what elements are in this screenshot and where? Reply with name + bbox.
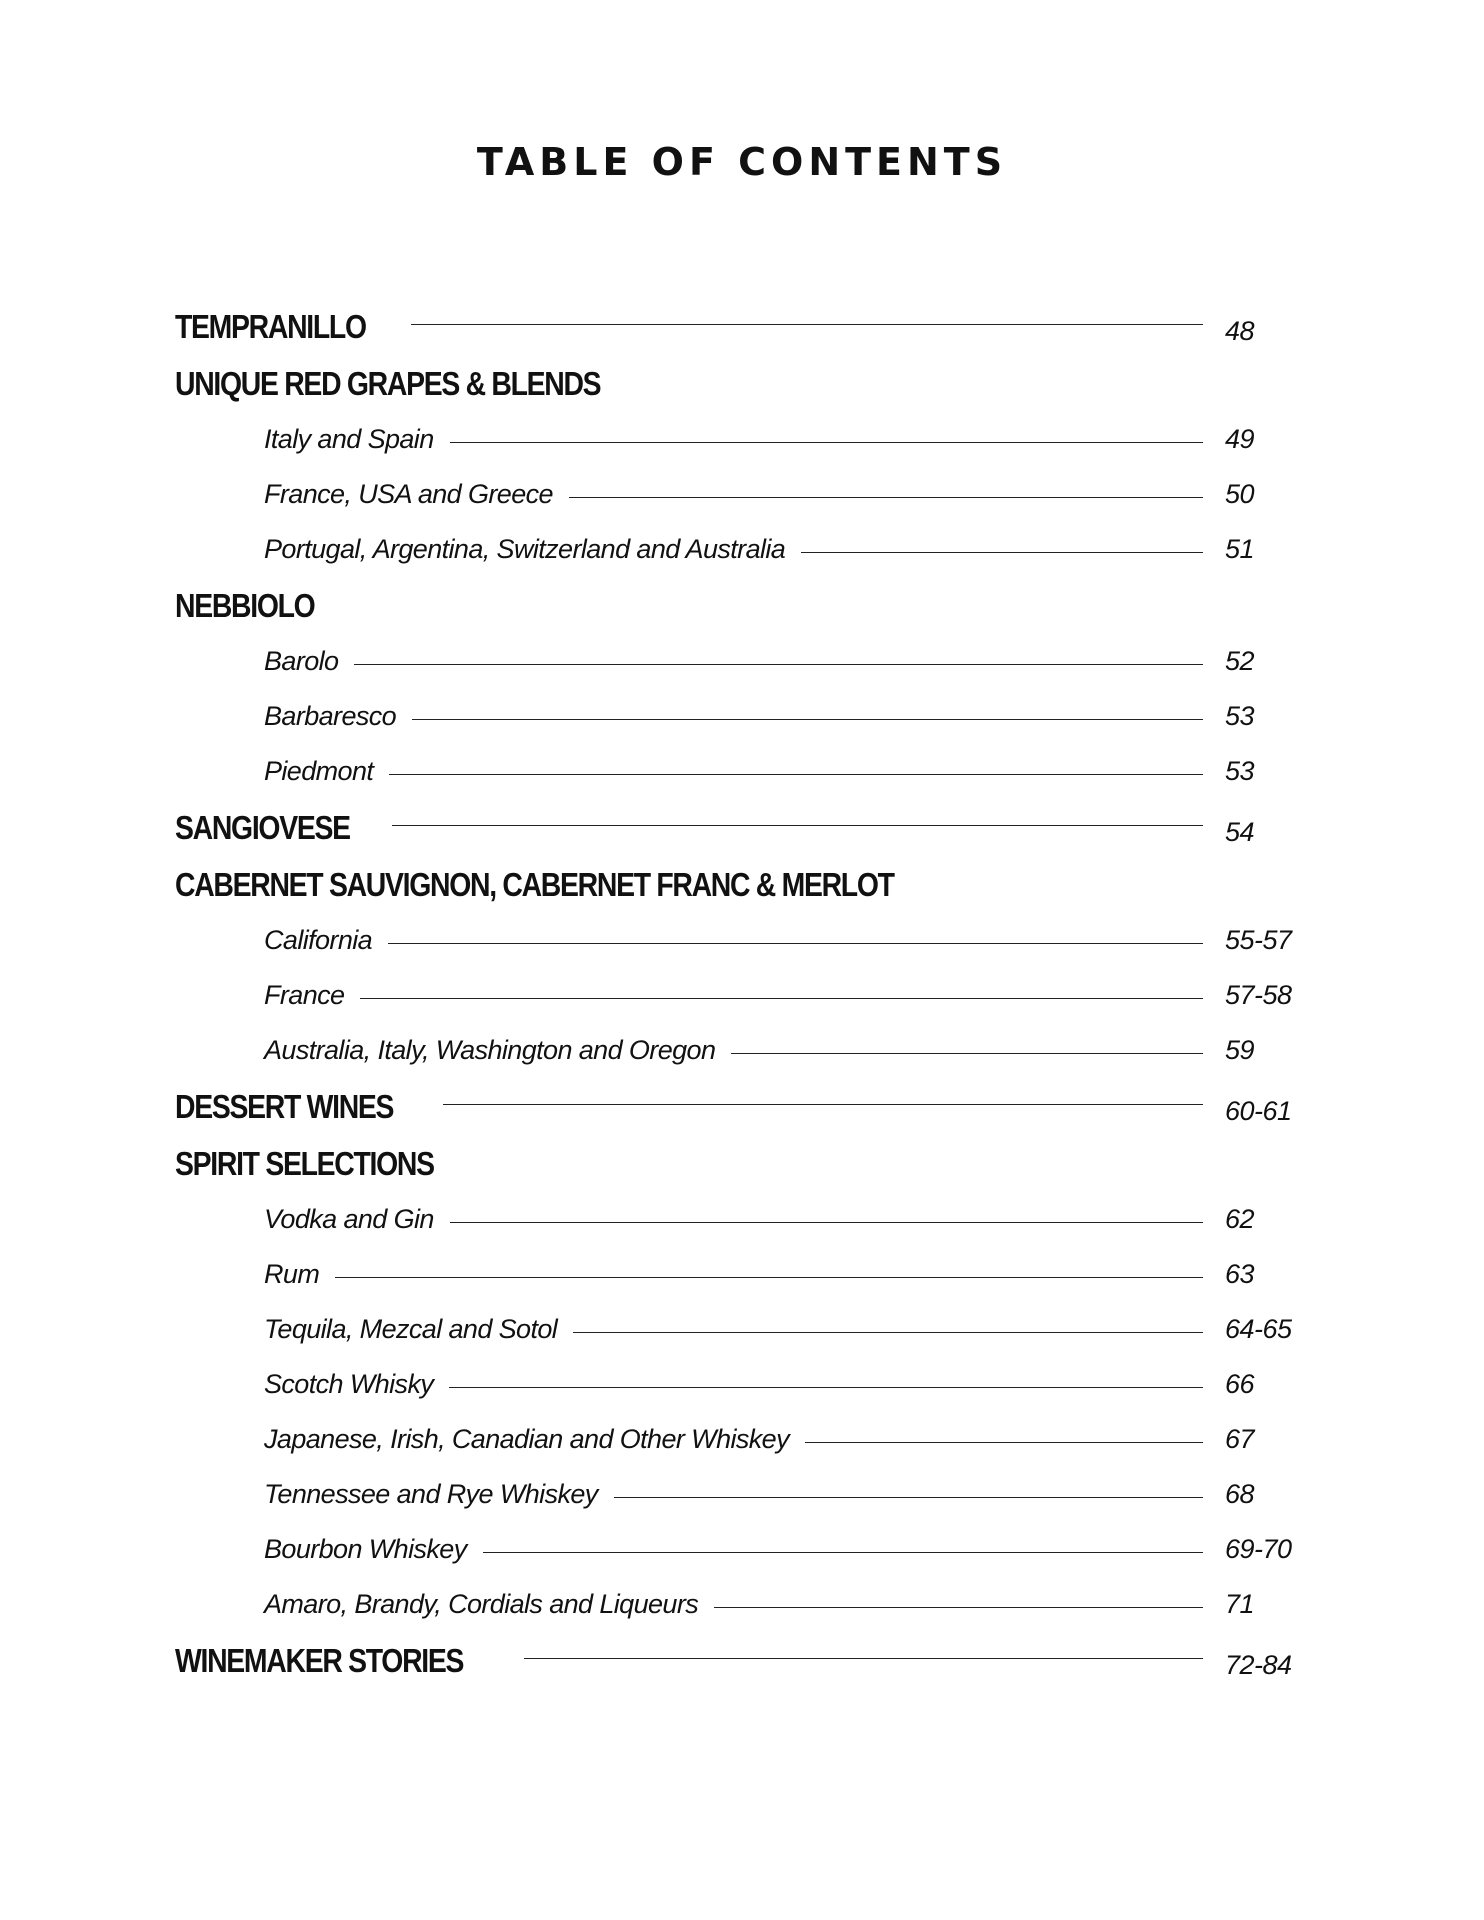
toc-page-number: 52 bbox=[1225, 646, 1255, 676]
toc-page-number: 66 bbox=[1225, 1369, 1255, 1399]
toc-subsection-label: Australia, Italy, Washington and Oregon bbox=[264, 1035, 716, 1065]
toc-entry bbox=[175, 854, 1325, 911]
toc-section-label: UNIQUE RED GRAPES & BLENDS bbox=[175, 365, 601, 402]
leader-line bbox=[449, 1387, 1203, 1388]
toc-section-label: CABERNET SAUVIGNON, CABERNET FRANC & MERLOT bbox=[175, 866, 894, 903]
toc-entry bbox=[175, 1245, 1325, 1300]
leader-line bbox=[450, 442, 1203, 443]
toc-entry bbox=[175, 1355, 1325, 1410]
leader-line bbox=[483, 1552, 1203, 1553]
page-title: TABLE OF CONTENTS bbox=[476, 140, 1008, 184]
toc-page-number: 53 bbox=[1225, 701, 1255, 731]
toc-section-label: DESSERT WINES bbox=[175, 1088, 394, 1125]
leader-line bbox=[443, 1104, 1203, 1105]
toc-entry bbox=[175, 410, 1325, 465]
toc-page-number: 68 bbox=[1225, 1479, 1255, 1509]
toc-subsection-label: Amaro, Brandy, Cordials and Liqueurs bbox=[264, 1589, 699, 1619]
leader-line bbox=[801, 552, 1203, 553]
toc-entry bbox=[175, 1630, 1325, 1687]
toc-subsection-label: Piedmont bbox=[264, 756, 374, 786]
toc-page-number: 48 bbox=[1225, 316, 1255, 346]
toc-page-number: 51 bbox=[1225, 534, 1255, 564]
leader-line bbox=[731, 1053, 1203, 1054]
toc-entry bbox=[175, 1520, 1325, 1575]
toc-entry bbox=[175, 1465, 1325, 1520]
toc-page-number: 71 bbox=[1225, 1589, 1255, 1619]
toc-entry bbox=[175, 465, 1325, 520]
leader-line bbox=[714, 1607, 1203, 1608]
toc-entry bbox=[175, 353, 1325, 410]
leader-line bbox=[389, 774, 1203, 775]
toc-section-label: WINEMAKER STORIES bbox=[175, 1642, 464, 1679]
toc-subsection-label: Scotch Whisky bbox=[264, 1369, 434, 1399]
leader-line bbox=[614, 1497, 1203, 1498]
toc-subsection-label: France bbox=[264, 980, 345, 1010]
toc-page-number: 50 bbox=[1225, 479, 1255, 509]
toc-page-number: 63 bbox=[1225, 1259, 1255, 1289]
toc-page-number: 53 bbox=[1225, 756, 1255, 786]
toc-subsection-label: Italy and Spain bbox=[264, 424, 434, 454]
leader-line bbox=[388, 943, 1203, 944]
toc-subsection-label: Japanese, Irish, Canadian and Other Whiskey bbox=[264, 1424, 789, 1454]
leader-line bbox=[573, 1332, 1203, 1333]
toc-entry bbox=[175, 575, 1325, 632]
toc-section-label: SANGIOVESE bbox=[175, 809, 350, 846]
toc-entry bbox=[175, 632, 1325, 687]
leader-line bbox=[392, 825, 1203, 826]
toc-subsection-label: Portugal, Argentina, Switzerland and Australia bbox=[264, 534, 786, 564]
toc-entry bbox=[175, 296, 1325, 353]
leader-line bbox=[805, 1442, 1203, 1443]
toc-subsection-label: Vodka and Gin bbox=[264, 1204, 434, 1234]
toc-entry bbox=[175, 1133, 1325, 1190]
toc-subsection-label: France, USA and Greece bbox=[264, 479, 553, 509]
toc-page-number: 55-57 bbox=[1225, 925, 1292, 955]
toc-page-number: 57-58 bbox=[1225, 980, 1292, 1010]
toc-entry bbox=[175, 1410, 1325, 1465]
toc-subsection-label: California bbox=[264, 925, 373, 955]
toc-entry bbox=[175, 687, 1325, 742]
toc-page-number: 64-65 bbox=[1225, 1314, 1292, 1344]
toc-page-number: 60-61 bbox=[1225, 1096, 1292, 1126]
toc-page-number: 59 bbox=[1225, 1035, 1255, 1065]
table-of-contents bbox=[175, 296, 1325, 1687]
toc-subsection-label: Barbaresco bbox=[264, 701, 397, 731]
toc-subsection-label: Tennessee and Rye Whiskey bbox=[264, 1479, 598, 1509]
toc-entry bbox=[175, 520, 1325, 575]
toc-page-number: 62 bbox=[1225, 1204, 1255, 1234]
toc-entry bbox=[175, 966, 1325, 1021]
toc-section-label: NEBBIOLO bbox=[175, 587, 315, 624]
toc-entry bbox=[175, 911, 1325, 966]
toc-entry bbox=[175, 1190, 1325, 1245]
toc-entry bbox=[175, 1076, 1325, 1133]
toc-subsection-label: Bourbon Whiskey bbox=[264, 1534, 467, 1564]
leader-line bbox=[412, 719, 1203, 720]
toc-section-label: TEMPRANILLO bbox=[175, 308, 366, 345]
toc-page-number: 54 bbox=[1225, 817, 1255, 847]
toc-page-number: 49 bbox=[1225, 424, 1255, 454]
leader-line bbox=[360, 998, 1203, 999]
toc-entry bbox=[175, 1021, 1325, 1076]
toc-entry bbox=[175, 797, 1325, 854]
leader-line bbox=[354, 664, 1203, 665]
toc-page-number: 69-70 bbox=[1225, 1534, 1292, 1564]
toc-subsection-label: Barolo bbox=[264, 646, 339, 676]
leader-line bbox=[335, 1277, 1203, 1278]
toc-entry bbox=[175, 742, 1325, 797]
toc-section-label: SPIRIT SELECTIONS bbox=[175, 1145, 434, 1182]
toc-subsection-label: Rum bbox=[264, 1259, 320, 1289]
leader-line bbox=[450, 1222, 1203, 1223]
leader-line bbox=[411, 324, 1203, 325]
toc-page-number: 72-84 bbox=[1225, 1650, 1292, 1680]
toc-entry bbox=[175, 1300, 1325, 1355]
toc-page-number: 67 bbox=[1225, 1424, 1255, 1454]
leader-line bbox=[569, 497, 1203, 498]
leader-line bbox=[524, 1658, 1203, 1659]
toc-subsection-label: Tequila, Mezcal and Sotol bbox=[264, 1314, 558, 1344]
toc-entry bbox=[175, 1575, 1325, 1630]
